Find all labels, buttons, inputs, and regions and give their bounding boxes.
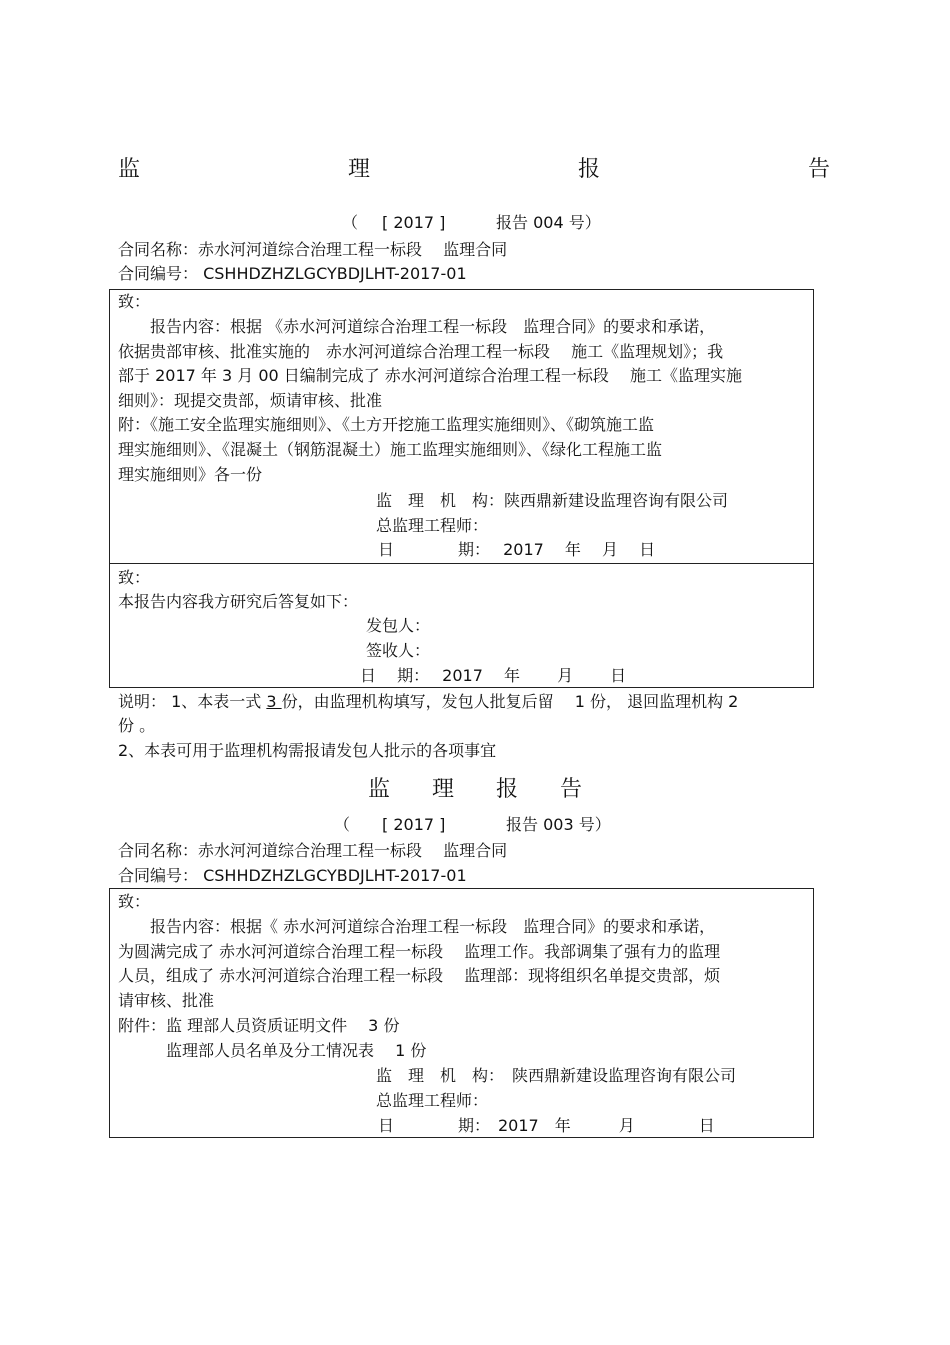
- report2-title-char: 告: [560, 777, 583, 802]
- report1-chief-engineer: 总监理工程师：: [376, 516, 489, 535]
- report2-title-char: 理: [432, 777, 455, 802]
- report1-note-line2: 份 。: [118, 716, 156, 735]
- report1-number-year: [ 2017 ]: [382, 213, 446, 232]
- report2-title: [368, 775, 624, 805]
- report1-reply-text: 本报告内容我方研究后答复如下：: [118, 592, 359, 611]
- report2-contract-no: 合同编号： CSHHDZHZLGCYBDJLHT-2017-01: [118, 866, 467, 885]
- report1-body-line: 报告内容：根据 《赤水河河道综合治理工程一标段 监理合同》的要求和承诺，: [118, 317, 716, 336]
- report2-body-line: 报告内容：根据《 赤水河河道综合治理工程一标段 监理合同》的要求和承诺，: [118, 917, 716, 936]
- report2-number: 报告 003 号）: [506, 815, 611, 834]
- report1-body-line: 细则》：现提交贵部，烦请审核、批准: [118, 391, 383, 410]
- report2-chief-engineer: 总监理工程师：: [376, 1091, 489, 1110]
- report1-title-char: 理: [347, 157, 370, 182]
- report1-body-line: 附：《施工安全监理实施细则》、《土方开挖施工监理实施细则》、《砌筑施工监: [118, 415, 655, 434]
- report2-contract-name: 合同名称：赤水河河道综合治理工程一标段 监理合同: [118, 841, 508, 860]
- report2-org: 监 理 机 构： 陕西鼎新建设监理咨询有限公司: [376, 1066, 737, 1085]
- report1-title-char: 报: [577, 157, 600, 182]
- report2-body-line: 监理部人员名单及分工情况表 1 份: [118, 1041, 427, 1060]
- report1-note-line1: [118, 690, 738, 714]
- report1-date: 日 期： 2017 年 月 日: [378, 540, 656, 559]
- report1-body-line: 依据贵部审核、批准实施的 赤水河河道综合治理工程一标段 施工《监理规划》；我: [118, 342, 724, 361]
- report1-receiver: 签收人：: [366, 641, 431, 660]
- report2-body-line: 附件：监 理部人员资质证明文件 3 份: [118, 1016, 400, 1035]
- report1-reply-date: 日 期： 2017 年 月 日: [360, 666, 627, 685]
- report1-employer: 发包人：: [366, 616, 431, 635]
- report1-number: 报告 004 号）: [496, 213, 601, 232]
- report1-body-line: 理实施细则》各一份: [118, 465, 263, 484]
- report2-body-line: 人员，组成了 赤水河河道综合治理工程一标段 监理部：现将组织名单提交贵部，烦: [118, 966, 721, 985]
- report2-to-label: 致：: [118, 892, 151, 911]
- report2-title-char: 监: [368, 777, 391, 802]
- report1-reply-to: 致：: [118, 568, 151, 587]
- report1-number-open: （: [342, 213, 359, 232]
- report1-body-line: 理实施细则》、《混凝土（钢筋混凝土）施工监理实施细则》、《绿化工程施工监: [118, 440, 663, 459]
- report1-note-rest: 份，由监理机构填写，发包人批复后留 1 份， 退回监理机构 2: [281, 692, 739, 711]
- report1-note-copies: 3: [266, 692, 282, 711]
- report1-title: [118, 155, 830, 185]
- report2-body-line: 请审核、批准: [118, 991, 215, 1010]
- report1-to-label: 致：: [118, 292, 151, 311]
- report1-note-item2: 2、本表可用于监理机构需报请发包人批示的各项事宜: [118, 741, 497, 760]
- report1-body-line: 部于 2017 年 3 月 00 日编制完成了 赤水河河道综合治理工程一标段 施工《监理实施: [118, 366, 742, 385]
- report2-body-line: 为圆满完成了 赤水河河道综合治理工程一标段 监理工作。我部调集了强有力的监理: [118, 942, 721, 961]
- report2-date: 日 期： 2017 年 月 日: [378, 1116, 715, 1135]
- report2-number-open: （: [334, 815, 351, 834]
- report2-title-char: 报: [496, 777, 519, 802]
- report1-contract-name: 合同名称：赤水河河道综合治理工程一标段 监理合同: [118, 240, 508, 259]
- report1-note-prefix: 说明： 1、本表一式: [118, 692, 267, 711]
- report1-title-char: 监: [118, 157, 141, 182]
- report2-number-year: [ 2017 ]: [382, 815, 446, 834]
- report1-title-char: 告: [807, 157, 830, 182]
- report1-contract-no: 合同编号： CSHHDZHZLGCYBDJLHT-2017-01: [118, 264, 467, 283]
- report1-org: 监 理 机 构：陕西鼎新建设监理咨询有限公司: [376, 491, 729, 510]
